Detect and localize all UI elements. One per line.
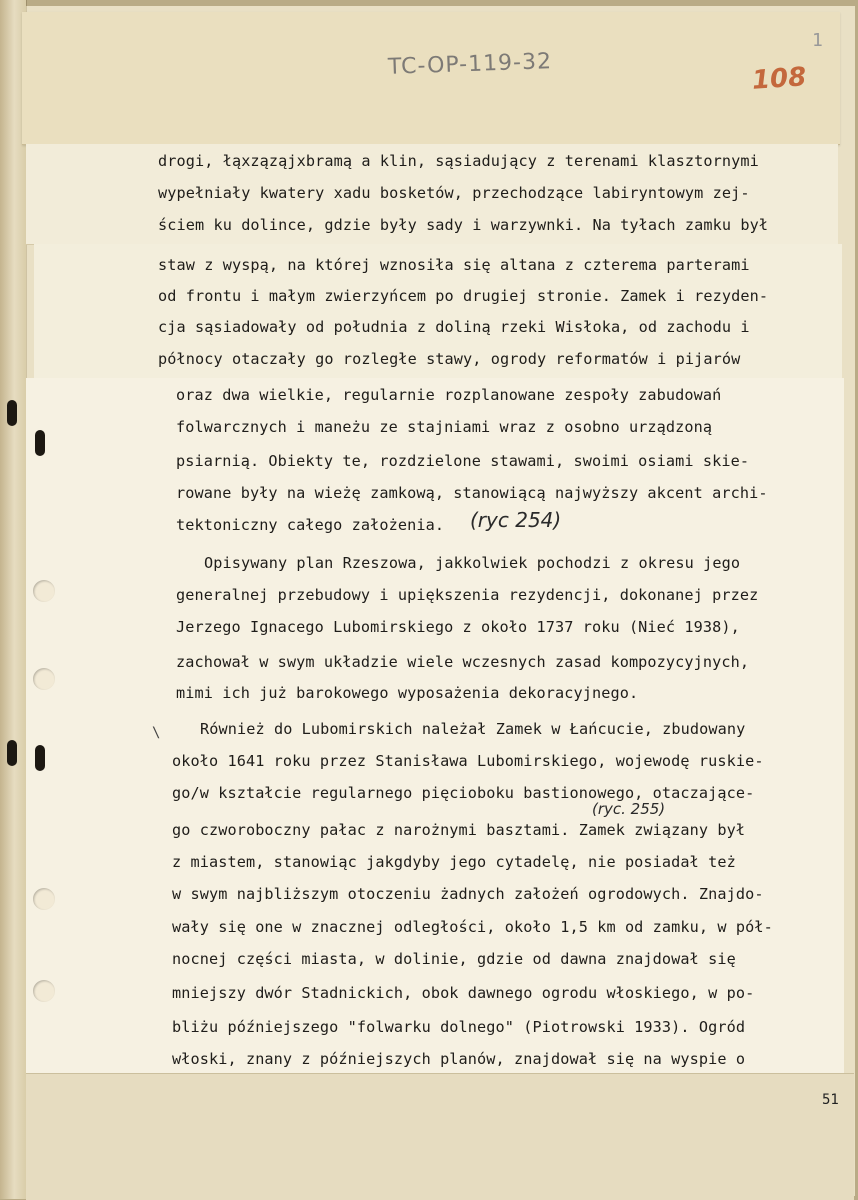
folder-edge [0, 0, 27, 1199]
margin-mark: \ [152, 725, 161, 741]
punch-hole [33, 580, 55, 602]
text-line: generalnej przebudowy i upiększenia rezydencji, dokonanej przez [176, 586, 759, 604]
bottom-paper-strip [26, 1073, 854, 1200]
binding-slot [7, 740, 17, 766]
text-line: Opisywany plan Rzeszowa, jakkolwiek pochodzi z okresu jego [204, 554, 741, 572]
top-paper-strip [22, 12, 840, 145]
text-line: ściem ku dolince, gdzie były sady i warzywnki. Na tyłach zamku był [158, 216, 769, 234]
text-line: włoski, znany z późniejszych planów, znajdował się na wyspie o [172, 1050, 746, 1068]
page-number: 51 [822, 1092, 839, 1108]
text-line: z miastem, stanowiąc jakgdyby jego cytadelę, nie posiadał też [172, 853, 736, 871]
text-line: cja sąsiadowały od południa z doliną rzeki Wisłoka, od zachodu i [158, 318, 750, 336]
text-line: północy otaczały go rozległe stawy, ogrody reformatów i pijarów [158, 350, 741, 368]
punch-hole [33, 668, 55, 690]
corner-mark: 1 [812, 30, 823, 51]
text-line: wały się one w znacznej odległości, około 1,5 km od zamku, w pół- [172, 918, 773, 936]
text-line: około 1641 roku przez Stanisława Lubomirskiego, wojewodę ruskie- [172, 752, 764, 770]
text-line: nocnej części miasta, w dolinie, gdzie od dawna znajdował się [172, 950, 736, 968]
text-line: rowane były na wieżę zamkową, stanowiącą najwyższy akcent archi- [176, 484, 768, 502]
text-line: mimi ich już barokowego wyposażenia dekoracyjnego. [176, 684, 639, 702]
text-line: go/w kształcie regularnego pięcioboku bastionowego, otaczające- [172, 784, 755, 802]
text-line: staw z wyspą, na której wznosiła się altana z czterema parterami [158, 256, 750, 274]
punch-hole [33, 888, 55, 910]
text-line: psiarnią. Obiekty te, rozdzielone stawami, swoimi osiami skie- [176, 452, 750, 470]
text-line: od frontu i małym zwierzyńcem po drugiej stronie. Zamek i rezyden- [158, 287, 769, 305]
text-line: Również do Lubomirskich należał Zamek w Łańcucie, zbudowany [200, 720, 746, 738]
text-line: zachował w swym układzie wiele wczesnych zasad kompozycyjnych, [176, 653, 750, 671]
binding-slot [7, 400, 17, 426]
text-line: w swym najbliższym otoczeniu żadnych założeń ogrodowych. Znajdo- [172, 885, 764, 903]
text-line: go czworoboczny pałac z narożnymi basztami. Zamek związany był [172, 821, 746, 839]
figure-reference: (ryc 254) [470, 508, 562, 532]
binding-slot [35, 430, 45, 456]
archive-signature: TC-OP-119-32 [387, 49, 553, 80]
text-line: mniejszy dwór Stadnickich, obok dawnego ogrodu włoskiego, w po- [172, 984, 755, 1002]
text-line: folwarcznych i maneżu ze stajniami wraz z osobno urządzoną [176, 418, 713, 436]
text-line: drogi, łąxząząjxbramą a klin, sąsiadujący z terenami klasztornymi [158, 152, 759, 170]
text-line: tektoniczny całego założenia. [176, 516, 445, 534]
punch-hole [33, 980, 55, 1002]
figure-reference: (ryc. 255) [592, 800, 666, 818]
binding-slot [35, 745, 45, 771]
folio-number: 108 [751, 62, 808, 96]
text-line: oraz dwa wielkie, regularnie rozplanowane zespoły zabudowań [176, 386, 722, 404]
text-line: bliżu późniejszego "folwarku dolnego" (Piotrowski 1933). Ogród [172, 1018, 746, 1036]
text-line: wypełniały kwatery xadu bosketów, przechodzące labiryntowym zej- [158, 184, 750, 202]
text-line: Jerzego Ignacego Lubomirskiego z około 1737 roku (Nieć 1938), [176, 618, 740, 636]
